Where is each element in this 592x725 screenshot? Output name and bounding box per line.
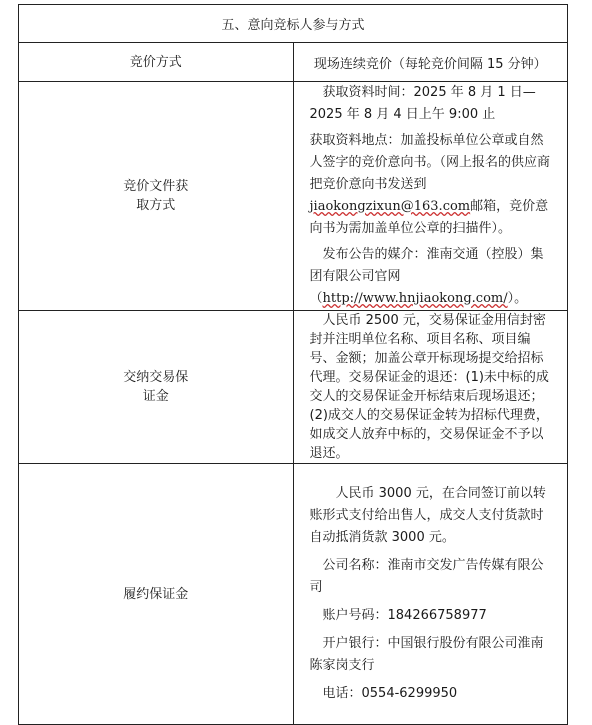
docs-time: 获取资料时间：2025 年 8 月 1 日—2025 年 8 月 4 日上午 9:00 止 [309,85,536,122]
section-title: 五、意向竞标人参与方式 [19,5,568,43]
website-link[interactable]: http://www.hnjiaokong.com/ [322,291,508,306]
table-row-docs [19,82,568,311]
bidding-info-table [18,4,568,725]
docs-place [310,130,556,240]
deposit-text: 人民币 2500 元，交易保证金用信封密封并注明单位名称、项目名称、项目编号、金额；加盖公章开标现场提交给招标代理。交易保证金的退还：(1)未中标的成交人的交易保证金开标结束后现场退还；(2)成交人的交易保证金转为招标代理费，如成交人放弃中标的，交易保证金不予以退还。 [309,313,549,461]
method-label: 竞价方式 [19,43,294,82]
phone-number: 电话：0554-6299950 [322,686,458,701]
table-row-method [19,43,568,82]
docs-media-post: ）。 [507,291,528,306]
docs-label [19,82,294,311]
performance-content [293,464,568,725]
docs-label-line1: 竞价文件获 [123,179,189,194]
bank-name: 开户银行：中国银行股份有限公司淮南陈家岗支行 [309,636,544,673]
company-name: 公司名称：淮南市交发广告传媒有限公司 [309,558,544,595]
email-link[interactable]: jiaokongzixun@163.com [309,199,471,214]
deposit-label [19,311,294,464]
account-number: 账户号码：184266758977 [322,608,487,623]
docs-place-post: 邮箱，竞价意向书为需加盖单位公章的扫描件）。 [309,199,549,236]
docs-place-pre: 获取资料地点：加盖投标单位公章或自然人签字的竞价意向书。（网上报名的供应商把竞价意向书发送到 [309,133,551,192]
docs-content [293,82,568,311]
method-value: 现场连续竞价（每轮竞价间隔 15 分钟） [293,43,568,82]
deposit-content [293,311,568,464]
docs-label-line2: 取方式 [136,198,176,213]
table-row-performance [19,464,568,725]
deposit-label-line2: 证金 [142,389,169,404]
docs-media-pre: 发布公告的媒介：淮南交通（控股）集团有限公司官网（ [309,247,544,306]
performance-text: 人民币 3000 元，在合同签订前以转账形式支付给出售人，成交人支付货款时自动抵消货款 3000 元。 [309,486,546,545]
table-row-deposit [19,311,568,464]
docs-media [310,244,556,310]
deposit-label-line1: 交纳交易保 [123,370,189,385]
performance-label: 履约保证金 [19,464,294,725]
